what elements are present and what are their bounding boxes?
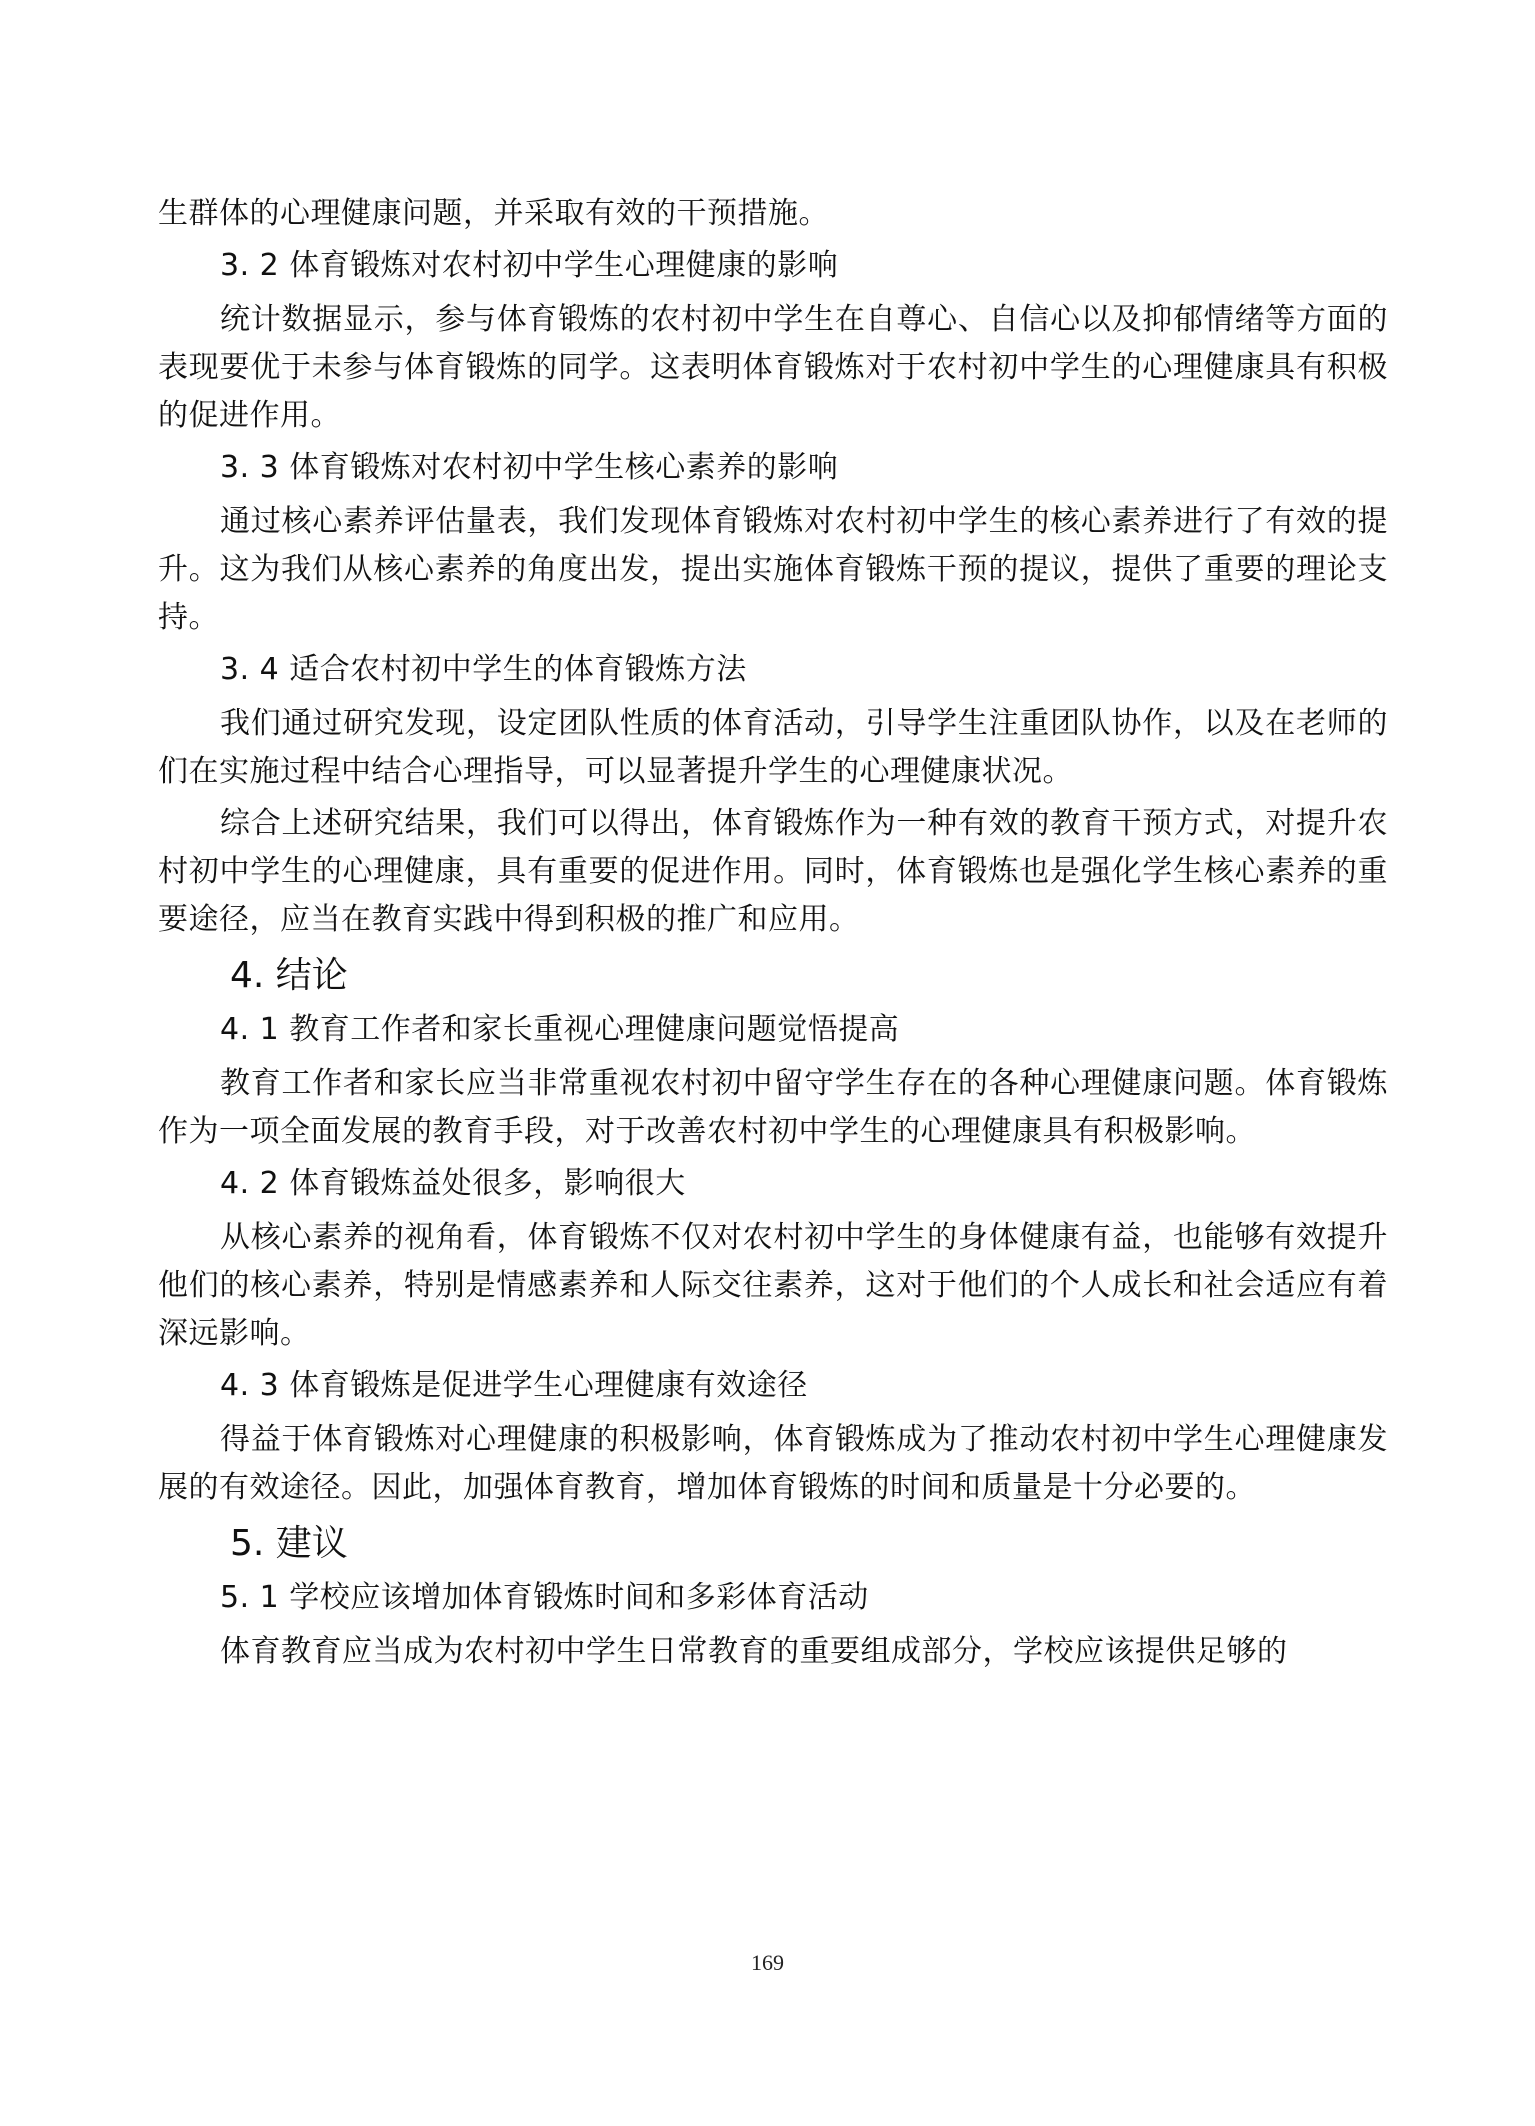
document-body	[158, 190, 1388, 1680]
section-heading-5: 5. 建议	[230, 1523, 348, 1564]
section-heading-4: 4. 结论	[230, 955, 348, 996]
page-number: 169	[751, 1950, 784, 1975]
paragraph: 统计数据显示，参与体育锻炼的农村初中学生在自尊心、自信心以及抑郁情绪等方面的表现要优于未参与体育锻炼的同学。这表明体育锻炼对于农村初中学生的心理健康具有积极的促进作用。	[158, 302, 1388, 433]
paragraph: 得益于体育锻炼对心理健康的积极影响，体育锻炼成为了推动农村初中学生心理健康发展的有效途径。因此，加强体育教育，增加体育锻炼的时间和质量是十分必要的。	[158, 1422, 1388, 1505]
paragraph: 体育教育应当成为农村初中学生日常教育的重要组成部分，学校应该提供足够的	[220, 1634, 1288, 1669]
section-heading-3-2: 3. 2 体育锻炼对农村初中学生心理健康的影响	[220, 248, 839, 283]
paragraph: 从核心素养的视角看，体育锻炼不仅对农村初中学生的身体健康有益，也能够有效提升他们的核心素养，特别是情感素养和人际交往素养，这对于他们的个人成长和社会适应有着深远影响。	[158, 1220, 1388, 1351]
paragraph: 生群体的心理健康问题，并采取有效的干预措施。	[158, 196, 829, 231]
paragraph: 通过核心素养评估量表，我们发现体育锻炼对农村初中学生的核心素养进行了有效的提升。这为我们从核心素养的角度出发，提出实施体育锻炼干预的提议，提供了重要的理论支持。	[158, 504, 1388, 635]
paragraph: 教育工作者和家长应当非常重视农村初中留守学生存在的各种心理健康问题。体育锻炼作为一项全面发展的教育手段，对于改善农村初中学生的心理健康具有积极影响。	[158, 1066, 1388, 1149]
paragraph: 我们通过研究发现，设定团队性质的体育活动，引导学生注重团队协作，以及在老师的们在实施过程中结合心理指导，可以显著提升学生的心理健康状况。	[158, 706, 1388, 789]
section-heading-4-1: 4. 1 教育工作者和家长重视心理健康问题觉悟提高	[220, 1012, 900, 1047]
paragraph: 综合上述研究结果，我们可以得出，体育锻炼作为一种有效的教育干预方式，对提升农村初中学生的心理健康，具有重要的促进作用。同时，体育锻炼也是强化学生核心素养的重要途径，应当在教育实践中得到积极的推广和应用。	[158, 806, 1388, 937]
section-heading-3-3: 3. 3 体育锻炼对农村初中学生核心素养的影响	[220, 450, 839, 485]
section-heading-3-4: 3. 4 适合农村初中学生的体育锻炼方法	[220, 652, 747, 687]
section-heading-5-1: 5. 1 学校应该增加体育锻炼时间和多彩体育活动	[220, 1580, 869, 1615]
section-heading-4-2: 4. 2 体育锻炼益处很多，影响很大	[220, 1166, 686, 1201]
section-heading-4-3: 4. 3 体育锻炼是促进学生心理健康有效途径	[220, 1368, 808, 1403]
